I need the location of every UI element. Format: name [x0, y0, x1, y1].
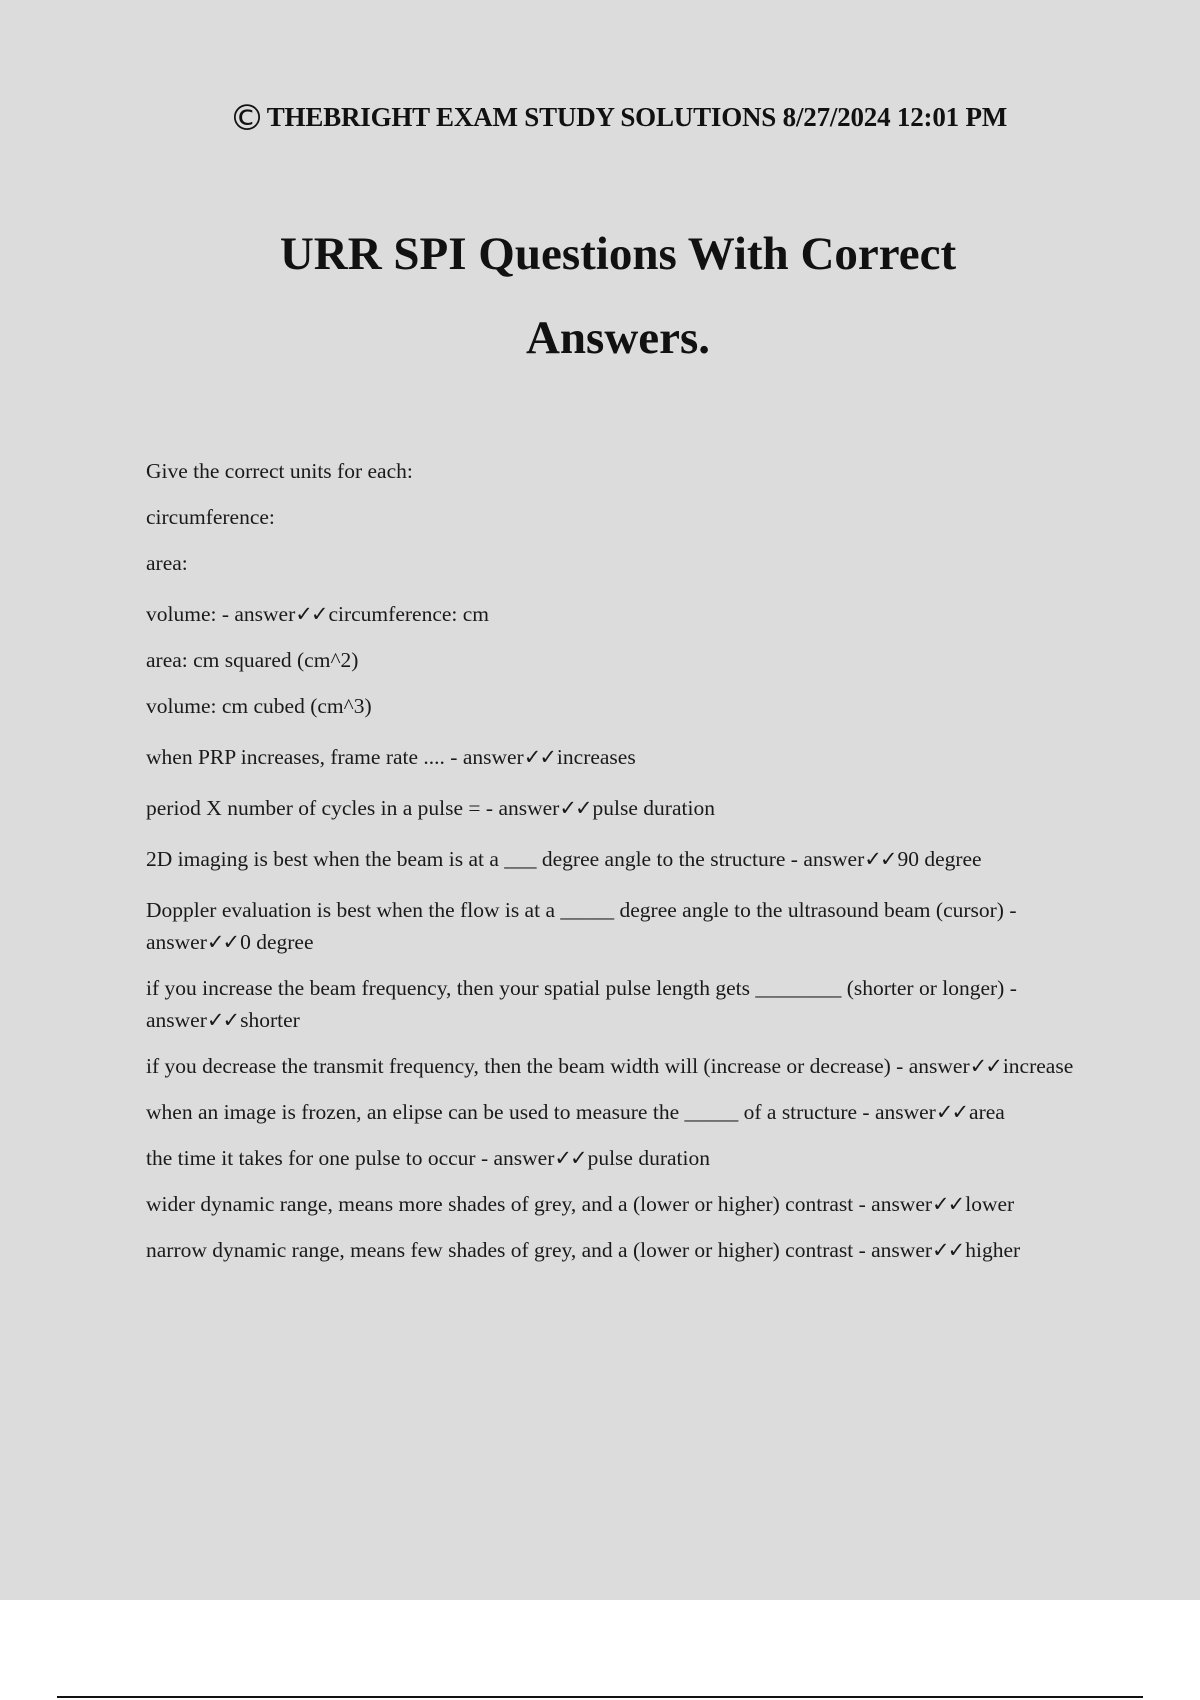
- qa-item: [146, 1188, 1096, 1220]
- answer-text: area: [969, 1100, 1005, 1124]
- document-body: [146, 455, 1096, 1280]
- question-text: the time it takes for one pulse to occur - answer: [146, 1146, 555, 1170]
- qa-item: [146, 843, 1096, 875]
- question-text: period X number of cycles in a pulse = - answer: [146, 796, 560, 820]
- qa-item: [146, 894, 1096, 958]
- answer-text: circumference: cm: [328, 602, 490, 626]
- intro-line: area:: [146, 551, 188, 575]
- answer-text: 90 degree: [897, 847, 982, 871]
- answer-text: pulse duration: [587, 1146, 710, 1170]
- question-text: when PRP increases, frame rate .... - answer: [146, 745, 524, 769]
- qa-item: [146, 741, 1096, 773]
- question-text: if you decrease the transmit frequency, then the beam width will (increase or decrease) - answer: [146, 1054, 970, 1078]
- qa-item: [146, 1142, 1096, 1174]
- intro-line: circumference:: [146, 505, 275, 529]
- title-line-2: Answers.: [525, 312, 711, 364]
- footer-divider: [57, 1696, 1143, 1698]
- qa-item: [146, 1234, 1096, 1266]
- check-mark-icon: ✓✓: [206, 1008, 239, 1032]
- answer-text: lower: [965, 1192, 1015, 1216]
- question-text: wider dynamic range, means more shades of grey, and a (lower or higher) contrast - answer: [146, 1192, 933, 1216]
- header-text: THEBRIGHT EXAM STUDY SOLUTIONS 8/27/2024 12:01 PM: [266, 102, 1008, 132]
- copyright-icon: ©: [228, 98, 265, 139]
- title-line-1: URR SPI Questions With Correct: [279, 228, 957, 280]
- check-mark-icon: ✓✓: [935, 1100, 968, 1124]
- qa-item: [146, 598, 1096, 630]
- check-mark-icon: ✓✓: [864, 847, 896, 871]
- check-mark-icon: ✓✓: [206, 930, 239, 954]
- check-mark-icon: ✓✓: [559, 796, 591, 820]
- answer-text: shorter: [240, 1008, 300, 1032]
- question-text: when an image is frozen, an elipse can be used to measure the _____ of a structure - answer: [146, 1100, 936, 1124]
- document-title: [0, 212, 1200, 380]
- question-text: 2D imaging is best when the beam is at a ___ degree angle to the structure - answer: [146, 847, 865, 871]
- question-text: narrow dynamic range, means few shades of grey, and a (lower or higher) contrast - answer: [146, 1238, 933, 1262]
- answer-text: increases: [556, 745, 636, 769]
- qa-item: [146, 972, 1096, 1036]
- answer-text: pulse duration: [592, 796, 715, 820]
- check-mark-icon: ✓✓: [932, 1192, 964, 1216]
- answer-line: volume: cm cubed (cm^3): [146, 694, 372, 718]
- check-mark-icon: ✓✓: [523, 745, 555, 769]
- check-mark-icon: ✓✓: [295, 602, 327, 626]
- question-text: if you increase the beam frequency, then your spatial pulse length gets ________ (shorter or longer) - answer: [146, 976, 1017, 1032]
- question-text: volume: - answer: [146, 602, 296, 626]
- check-mark-icon: ✓✓: [932, 1238, 964, 1262]
- page-header: [0, 98, 1200, 139]
- answer-text: increase: [1002, 1054, 1074, 1078]
- answer-text: higher: [965, 1238, 1021, 1262]
- check-mark-icon: ✓✓: [554, 1146, 586, 1170]
- answer-text: 0 degree: [240, 930, 314, 954]
- answer-line: area: cm squared (cm^2): [146, 648, 359, 672]
- question-text: Doppler evaluation is best when the flow is at a _____ degree angle to the ultrasound beam (cursor) - answer: [146, 898, 1017, 954]
- check-mark-icon: ✓✓: [969, 1054, 1001, 1078]
- intro-line: Give the correct units for each:: [146, 459, 413, 483]
- qa-item: [146, 1096, 1096, 1128]
- qa-item: [146, 792, 1096, 824]
- qa-item: [146, 1050, 1096, 1082]
